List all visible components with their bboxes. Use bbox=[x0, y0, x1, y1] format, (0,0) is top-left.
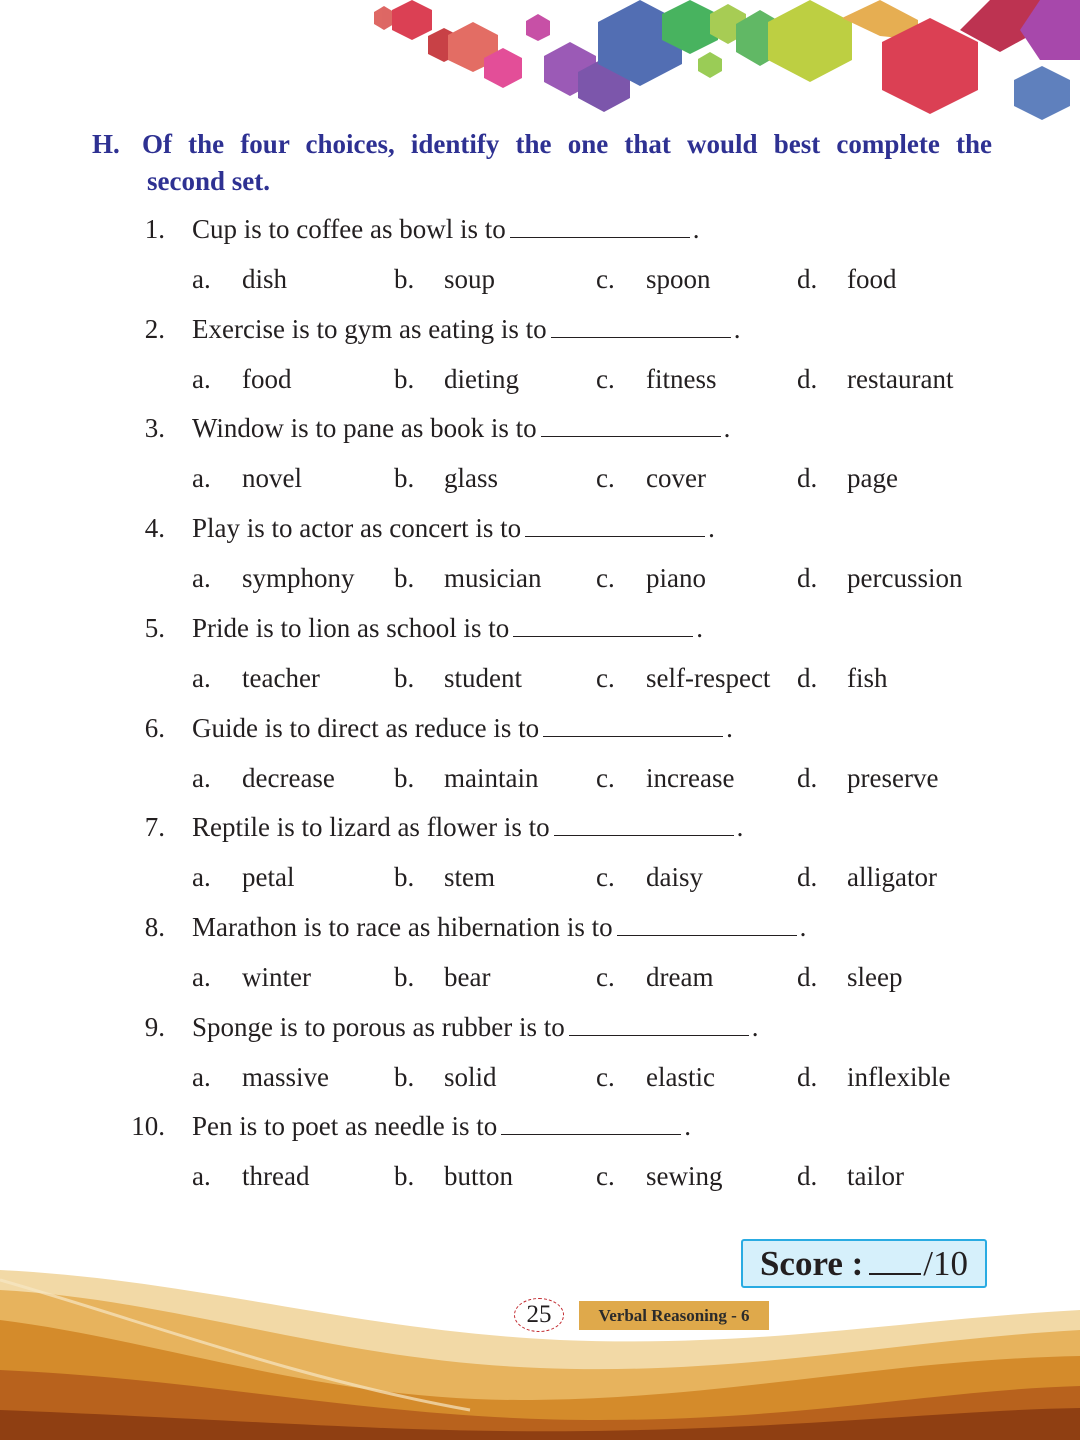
question-number: 9. bbox=[144, 1012, 165, 1042]
option-letter: c. bbox=[596, 1161, 615, 1191]
option-letter: a. bbox=[192, 962, 211, 992]
question-number: 6. bbox=[144, 713, 165, 743]
option-text: button bbox=[444, 1161, 514, 1191]
option-text: student bbox=[444, 663, 522, 693]
answer-blank[interactable] bbox=[543, 716, 723, 737]
option-letter: b. bbox=[394, 862, 415, 892]
option-letter: d. bbox=[797, 663, 818, 693]
hexagon-decoration bbox=[0, 0, 1080, 130]
hexagon-shape bbox=[374, 6, 394, 30]
question-number: 7. bbox=[144, 812, 165, 842]
answer-blank[interactable] bbox=[513, 616, 693, 637]
option-letter: a. bbox=[192, 1161, 211, 1191]
option-letter: c. bbox=[596, 264, 615, 294]
option-letter: d. bbox=[797, 364, 818, 394]
option-text: restaurant bbox=[847, 364, 954, 394]
option-letter: a. bbox=[192, 563, 211, 593]
hexagon-shape bbox=[392, 0, 432, 40]
option-letter: b. bbox=[394, 763, 415, 793]
option-letter: c. bbox=[596, 463, 615, 493]
option-text: dish bbox=[242, 264, 288, 294]
question-text: Cup is to coffee as bowl is to bbox=[192, 214, 506, 244]
option-letter: d. bbox=[797, 463, 818, 493]
answer-blank[interactable] bbox=[525, 516, 705, 537]
option-letter: b. bbox=[394, 364, 415, 394]
question-period: . bbox=[708, 513, 715, 543]
question-number: 3. bbox=[144, 413, 165, 443]
option-letter: d. bbox=[797, 962, 818, 992]
question-period: . bbox=[723, 413, 731, 443]
question-number: 10. bbox=[131, 1111, 165, 1141]
option-letter: c. bbox=[596, 563, 615, 593]
option-letter: a. bbox=[192, 663, 211, 693]
option-letter: b. bbox=[394, 1161, 415, 1191]
question-number: 2. bbox=[144, 314, 165, 344]
option-letter: c. bbox=[596, 1062, 615, 1092]
question-stem bbox=[192, 1111, 691, 1142]
option-text: bear bbox=[444, 962, 491, 992]
answer-blank[interactable] bbox=[617, 915, 797, 936]
option-letter: b. bbox=[394, 663, 415, 693]
option-text: page bbox=[847, 463, 898, 493]
answer-blank[interactable] bbox=[510, 217, 690, 238]
question-text: Exercise is to gym as eating is to bbox=[192, 314, 547, 344]
hexagon-shape bbox=[1014, 66, 1070, 120]
option-letter: a. bbox=[192, 463, 211, 493]
answer-blank[interactable] bbox=[554, 815, 734, 836]
question-text: Window is to pane as book is to bbox=[192, 413, 537, 443]
option-text: solid bbox=[444, 1062, 497, 1092]
option-text: elastic bbox=[646, 1062, 715, 1092]
hexagon-shape bbox=[526, 14, 550, 41]
option-text: preserve bbox=[847, 763, 939, 793]
option-text: fitness bbox=[646, 364, 717, 394]
option-letter: c. bbox=[596, 663, 615, 693]
option-letter: b. bbox=[394, 563, 415, 593]
answer-blank[interactable] bbox=[541, 416, 721, 437]
question-text: Guide is to direct as reduce is to bbox=[192, 713, 540, 743]
option-letter: b. bbox=[394, 1062, 415, 1092]
question-text: Sponge is to porous as rubber is to bbox=[192, 1012, 565, 1042]
option-text: spoon bbox=[646, 264, 711, 294]
option-text: daisy bbox=[646, 862, 703, 892]
question-period: . bbox=[751, 1012, 759, 1042]
question-stem bbox=[192, 812, 743, 843]
question-stem bbox=[192, 314, 740, 345]
option-letter: d. bbox=[797, 1161, 818, 1191]
question-stem bbox=[192, 214, 699, 245]
score-box bbox=[741, 1239, 987, 1288]
option-text: dream bbox=[646, 962, 714, 992]
option-text: increase bbox=[646, 763, 735, 793]
option-letter: b. bbox=[394, 463, 415, 493]
option-text: teacher bbox=[242, 663, 320, 693]
option-letter: d. bbox=[797, 763, 818, 793]
question-text: Marathon is to race as hibernation is to bbox=[192, 912, 613, 942]
question-period: . bbox=[696, 613, 703, 643]
question-text: Pride is to lion as school is to bbox=[192, 613, 510, 643]
option-text: winter bbox=[242, 962, 311, 992]
hexagon-shape bbox=[768, 0, 852, 82]
section-letter: H. bbox=[92, 129, 120, 159]
option-text: novel bbox=[242, 463, 302, 493]
option-text: thread bbox=[242, 1161, 310, 1191]
option-text: food bbox=[847, 264, 897, 294]
question-period: . bbox=[684, 1111, 691, 1141]
option-text: stem bbox=[444, 862, 495, 892]
option-letter: a. bbox=[192, 364, 211, 394]
answer-blank[interactable] bbox=[569, 1015, 749, 1036]
page-number: 25 bbox=[514, 1298, 564, 1332]
option-letter: a. bbox=[192, 763, 211, 793]
option-text: maintain bbox=[444, 763, 539, 793]
question-text: Reptile is to lizard as flower is to bbox=[192, 812, 550, 842]
score-blank[interactable] bbox=[869, 1245, 921, 1275]
option-text: sewing bbox=[646, 1161, 723, 1191]
question-period: . bbox=[736, 812, 744, 842]
book-title: Verbal Reasoning - 6 bbox=[579, 1301, 769, 1330]
option-letter: c. bbox=[596, 763, 615, 793]
option-letter: b. bbox=[394, 264, 415, 294]
option-text: cover bbox=[646, 463, 706, 493]
question-stem bbox=[192, 1012, 758, 1043]
hexagon-shape bbox=[698, 52, 722, 78]
question-stem bbox=[192, 613, 703, 644]
question-stem bbox=[192, 713, 733, 744]
question-stem bbox=[192, 912, 806, 943]
question-text: Play is to actor as concert is to bbox=[192, 513, 522, 543]
answer-blank[interactable] bbox=[551, 317, 731, 338]
option-text: musician bbox=[444, 563, 542, 593]
option-text: self-respect bbox=[646, 663, 771, 693]
option-letter: d. bbox=[797, 1062, 818, 1092]
section-heading bbox=[92, 126, 992, 200]
option-text: inflexible bbox=[847, 1062, 951, 1092]
option-text: dieting bbox=[444, 364, 519, 394]
option-text: soup bbox=[444, 264, 496, 294]
option-text: piano bbox=[646, 563, 706, 593]
question-period: . bbox=[692, 214, 700, 244]
answer-blank[interactable] bbox=[501, 1114, 681, 1135]
instruction-line-2: second set. bbox=[147, 166, 270, 196]
option-letter: b. bbox=[394, 962, 415, 992]
option-text: tailor bbox=[847, 1161, 904, 1191]
question-number: 5. bbox=[144, 613, 165, 643]
option-letter: c. bbox=[596, 962, 615, 992]
question-number: 1. bbox=[144, 214, 165, 244]
option-letter: d. bbox=[797, 264, 818, 294]
option-letter: c. bbox=[596, 862, 615, 892]
question-period: . bbox=[733, 314, 741, 344]
instruction-line-1: Of the four choices, identify the one that would best complete the bbox=[142, 129, 992, 159]
option-letter: c. bbox=[596, 364, 615, 394]
option-text: fish bbox=[847, 663, 888, 693]
question-number: 8. bbox=[144, 912, 165, 942]
option-letter: a. bbox=[192, 1062, 211, 1092]
option-text: glass bbox=[444, 463, 498, 493]
option-text: symphony bbox=[242, 563, 355, 593]
option-text: petal bbox=[242, 862, 295, 892]
score-total: /10 bbox=[923, 1244, 969, 1283]
option-text: massive bbox=[242, 1062, 329, 1092]
option-text: percussion bbox=[847, 563, 963, 593]
question-stem bbox=[192, 513, 715, 544]
question-number: 4. bbox=[144, 513, 165, 543]
option-letter: d. bbox=[797, 563, 818, 593]
option-letter: d. bbox=[797, 862, 818, 892]
option-text: food bbox=[242, 364, 292, 394]
question-text: Pen is to poet as needle is to bbox=[192, 1111, 498, 1141]
option-letter: a. bbox=[192, 264, 211, 294]
question-stem bbox=[192, 413, 730, 444]
score-label: Score : bbox=[759, 1244, 864, 1283]
option-text: alligator bbox=[847, 862, 937, 892]
option-text: decrease bbox=[242, 763, 335, 793]
option-letter: a. bbox=[192, 862, 211, 892]
question-period: . bbox=[799, 912, 807, 942]
question-period: . bbox=[726, 713, 733, 743]
option-text: sleep bbox=[847, 962, 903, 992]
